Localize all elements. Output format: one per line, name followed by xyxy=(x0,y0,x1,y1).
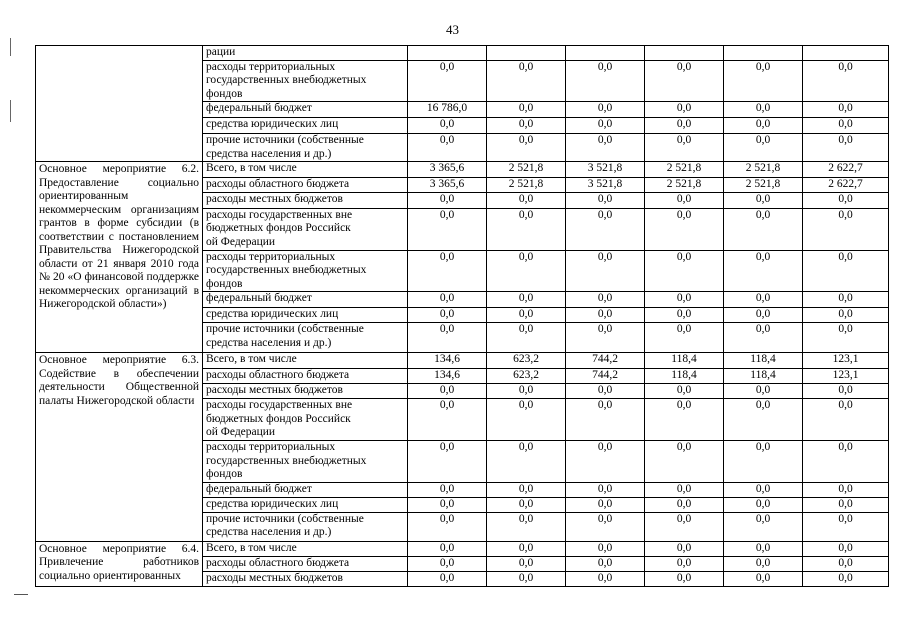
value-cell: 0,0 xyxy=(566,102,645,118)
value-cell: 0,0 xyxy=(724,556,803,571)
value-cell: 0,0 xyxy=(645,102,724,118)
value-cell: 0,0 xyxy=(408,250,487,292)
value-cell: 744,2 xyxy=(566,353,645,369)
value-cell: 0,0 xyxy=(724,308,803,323)
value-cell: 0,0 xyxy=(408,118,487,134)
value-cell: 0,0 xyxy=(487,512,566,541)
value-cell: 0,0 xyxy=(487,571,566,586)
activity-cell xyxy=(36,46,203,162)
funding-source-cell: расходы территориальных государственных внебюджетных фондов xyxy=(203,250,408,292)
value-cell: 0,0 xyxy=(645,118,724,134)
value-cell: 123,1 xyxy=(803,353,889,369)
value-cell: 0,0 xyxy=(408,384,487,399)
value-cell: 0,0 xyxy=(724,208,803,250)
value-cell: 0,0 xyxy=(487,323,566,353)
value-cell: 0,0 xyxy=(803,118,889,134)
value-cell: 0,0 xyxy=(408,208,487,250)
value-cell: 0,0 xyxy=(408,571,487,586)
value-cell: 0,0 xyxy=(803,323,889,353)
funding-source-cell: расходы областного бюджета xyxy=(203,556,408,571)
value-cell: 0,0 xyxy=(408,556,487,571)
value-cell: 16 786,0 xyxy=(408,102,487,118)
value-cell: 0,0 xyxy=(487,134,566,162)
value-cell: 0,0 xyxy=(803,571,889,586)
value-cell: 0,0 xyxy=(487,556,566,571)
value-cell: 0,0 xyxy=(803,441,889,483)
value-cell: 0,0 xyxy=(566,399,645,441)
value-cell: 0,0 xyxy=(645,512,724,541)
budget-table xyxy=(35,45,889,587)
value-cell: 118,4 xyxy=(724,353,803,369)
value-cell: 3 365,6 xyxy=(408,178,487,193)
funding-source-cell: расходы местных бюджетов xyxy=(203,571,408,586)
value-cell: 0,0 xyxy=(724,102,803,118)
funding-source-cell: прочие источники (собственные средства населения и др.) xyxy=(203,323,408,353)
value-cell xyxy=(645,46,724,61)
value-cell: 0,0 xyxy=(645,192,724,208)
value-cell: 0,0 xyxy=(645,571,724,586)
value-cell: 0,0 xyxy=(645,482,724,497)
value-cell: 0,0 xyxy=(408,60,487,102)
value-cell: 0,0 xyxy=(803,192,889,208)
value-cell: 0,0 xyxy=(408,308,487,323)
value-cell: 0,0 xyxy=(803,482,889,497)
value-cell: 0,0 xyxy=(724,571,803,586)
value-cell: 0,0 xyxy=(724,482,803,497)
value-cell: 0,0 xyxy=(645,441,724,483)
value-cell: 0,0 xyxy=(724,497,803,512)
value-cell: 0,0 xyxy=(803,541,889,556)
table-row xyxy=(36,162,889,178)
value-cell: 0,0 xyxy=(645,323,724,353)
value-cell: 0,0 xyxy=(566,118,645,134)
value-cell: 0,0 xyxy=(566,556,645,571)
value-cell: 0,0 xyxy=(566,134,645,162)
value-cell: 0,0 xyxy=(803,250,889,292)
value-cell: 0,0 xyxy=(803,308,889,323)
funding-source-cell: расходы областного бюджета xyxy=(203,369,408,384)
value-cell xyxy=(566,46,645,61)
value-cell: 0,0 xyxy=(803,134,889,162)
value-cell xyxy=(724,46,803,61)
value-cell: 0,0 xyxy=(566,482,645,497)
value-cell xyxy=(803,46,889,61)
value-cell: 118,4 xyxy=(724,369,803,384)
value-cell: 0,0 xyxy=(645,134,724,162)
value-cell: 0,0 xyxy=(803,512,889,541)
value-cell: 0,0 xyxy=(803,292,889,308)
value-cell: 0,0 xyxy=(645,497,724,512)
value-cell: 0,0 xyxy=(487,102,566,118)
funding-source-cell: расходы территориальных государственных внебюджетных фондов xyxy=(203,441,408,483)
value-cell: 0,0 xyxy=(566,292,645,308)
table-row xyxy=(36,541,889,556)
funding-source-cell: федеральный бюджет xyxy=(203,102,408,118)
value-cell: 623,2 xyxy=(487,369,566,384)
funding-source-cell: Всего, в том числе xyxy=(203,353,408,369)
table-body xyxy=(36,46,889,587)
value-cell: 0,0 xyxy=(566,192,645,208)
value-cell: 0,0 xyxy=(803,208,889,250)
value-cell: 134,6 xyxy=(408,353,487,369)
value-cell: 0,0 xyxy=(566,541,645,556)
margin-dash xyxy=(14,594,28,595)
value-cell: 2 521,8 xyxy=(487,162,566,178)
value-cell: 0,0 xyxy=(803,556,889,571)
value-cell: 3 365,6 xyxy=(408,162,487,178)
value-cell: 0,0 xyxy=(487,541,566,556)
funding-source-cell: расходы государственных вне бюджетных фондов Российск ой Федерации xyxy=(203,399,408,441)
value-cell: 0,0 xyxy=(724,441,803,483)
value-cell xyxy=(487,46,566,61)
value-cell: 2 622,7 xyxy=(803,162,889,178)
activity-cell: Основное мероприятие 6.2. Предоставление социально ориентированным некоммерческим организациям грантов в форме субсидии (в соответствии с постановлением Правительства Нижегородской области от 21 января 2010 года № 20 «О финансовой поддержке некоммерческих организаций в Нижегородской области») xyxy=(36,162,203,353)
value-cell: 123,1 xyxy=(803,369,889,384)
value-cell: 0,0 xyxy=(566,208,645,250)
value-cell: 2 521,8 xyxy=(487,178,566,193)
value-cell: 2 521,8 xyxy=(724,178,803,193)
value-cell: 134,6 xyxy=(408,369,487,384)
value-cell: 0,0 xyxy=(566,512,645,541)
value-cell: 0,0 xyxy=(724,323,803,353)
funding-source-cell: рации xyxy=(203,46,408,61)
activity-cell: Основное мероприятие 6.4. Привлечение работников социально ориентированных xyxy=(36,541,203,586)
margin-mark xyxy=(10,100,11,122)
value-cell: 0,0 xyxy=(566,571,645,586)
value-cell: 0,0 xyxy=(803,102,889,118)
value-cell: 0,0 xyxy=(724,134,803,162)
value-cell: 0,0 xyxy=(487,384,566,399)
table-row xyxy=(36,46,889,61)
table-row xyxy=(36,353,889,369)
value-cell: 2 622,7 xyxy=(803,178,889,193)
value-cell: 0,0 xyxy=(645,308,724,323)
funding-source-cell: расходы территориальных государственных внебюджетных фондов xyxy=(203,60,408,102)
value-cell: 0,0 xyxy=(566,323,645,353)
value-cell: 0,0 xyxy=(724,292,803,308)
value-cell: 0,0 xyxy=(487,308,566,323)
value-cell: 0,0 xyxy=(724,541,803,556)
funding-source-cell: расходы местных бюджетов xyxy=(203,192,408,208)
value-cell: 0,0 xyxy=(803,497,889,512)
value-cell: 0,0 xyxy=(645,384,724,399)
value-cell: 0,0 xyxy=(645,541,724,556)
value-cell: 0,0 xyxy=(645,292,724,308)
value-cell: 0,0 xyxy=(487,192,566,208)
value-cell: 0,0 xyxy=(408,323,487,353)
value-cell xyxy=(408,46,487,61)
value-cell: 0,0 xyxy=(408,497,487,512)
value-cell: 0,0 xyxy=(724,399,803,441)
value-cell: 0,0 xyxy=(645,556,724,571)
value-cell: 0,0 xyxy=(803,384,889,399)
value-cell: 118,4 xyxy=(645,369,724,384)
activity-cell: Основное мероприятие 6.3. Содействие в обеспечении деятельности Общественной палаты Нижегородской области xyxy=(36,353,203,542)
funding-source-cell: расходы местных бюджетов xyxy=(203,384,408,399)
value-cell: 0,0 xyxy=(487,497,566,512)
value-cell: 0,0 xyxy=(487,118,566,134)
value-cell: 0,0 xyxy=(487,208,566,250)
funding-source-cell: средства юридических лиц xyxy=(203,308,408,323)
funding-source-cell: расходы государственных вне бюджетных фондов Российск ой Федерации xyxy=(203,208,408,250)
value-cell: 0,0 xyxy=(487,292,566,308)
value-cell: 0,0 xyxy=(408,134,487,162)
value-cell: 0,0 xyxy=(408,441,487,483)
value-cell: 0,0 xyxy=(487,441,566,483)
value-cell: 2 521,8 xyxy=(724,162,803,178)
value-cell: 0,0 xyxy=(724,512,803,541)
value-cell: 0,0 xyxy=(487,482,566,497)
value-cell: 0,0 xyxy=(408,192,487,208)
value-cell: 0,0 xyxy=(408,482,487,497)
value-cell: 0,0 xyxy=(645,60,724,102)
value-cell: 3 521,8 xyxy=(566,162,645,178)
value-cell: 0,0 xyxy=(645,208,724,250)
value-cell: 118,4 xyxy=(645,353,724,369)
value-cell: 0,0 xyxy=(408,399,487,441)
funding-source-cell: расходы областного бюджета xyxy=(203,178,408,193)
funding-source-cell: прочие источники (собственные средства населения и др.) xyxy=(203,134,408,162)
value-cell: 0,0 xyxy=(724,384,803,399)
value-cell: 0,0 xyxy=(724,60,803,102)
value-cell: 0,0 xyxy=(566,441,645,483)
value-cell: 0,0 xyxy=(803,60,889,102)
value-cell: 2 521,8 xyxy=(645,178,724,193)
value-cell: 0,0 xyxy=(724,192,803,208)
value-cell: 0,0 xyxy=(803,399,889,441)
value-cell: 3 521,8 xyxy=(566,178,645,193)
value-cell: 0,0 xyxy=(487,399,566,441)
value-cell: 0,0 xyxy=(566,250,645,292)
value-cell: 0,0 xyxy=(408,541,487,556)
funding-source-cell: федеральный бюджет xyxy=(203,482,408,497)
value-cell: 623,2 xyxy=(487,353,566,369)
funding-source-cell: Всего, в том числе xyxy=(203,541,408,556)
value-cell: 0,0 xyxy=(645,399,724,441)
funding-source-cell: федеральный бюджет xyxy=(203,292,408,308)
funding-source-cell: средства юридических лиц xyxy=(203,118,408,134)
value-cell: 0,0 xyxy=(566,60,645,102)
value-cell: 0,0 xyxy=(487,60,566,102)
value-cell: 2 521,8 xyxy=(645,162,724,178)
funding-source-cell: средства юридических лиц xyxy=(203,497,408,512)
value-cell: 0,0 xyxy=(645,250,724,292)
value-cell: 0,0 xyxy=(487,250,566,292)
value-cell: 0,0 xyxy=(566,497,645,512)
value-cell: 0,0 xyxy=(724,250,803,292)
value-cell: 744,2 xyxy=(566,369,645,384)
funding-source-cell: прочие источники (собственные средства населения и др.) xyxy=(203,512,408,541)
value-cell: 0,0 xyxy=(566,384,645,399)
value-cell: 0,0 xyxy=(566,308,645,323)
value-cell: 0,0 xyxy=(408,292,487,308)
margin-mark xyxy=(10,38,11,56)
funding-source-cell: Всего, в том числе xyxy=(203,162,408,178)
value-cell: 0,0 xyxy=(724,118,803,134)
value-cell: 0,0 xyxy=(408,512,487,541)
page-number: 43 xyxy=(446,22,459,37)
